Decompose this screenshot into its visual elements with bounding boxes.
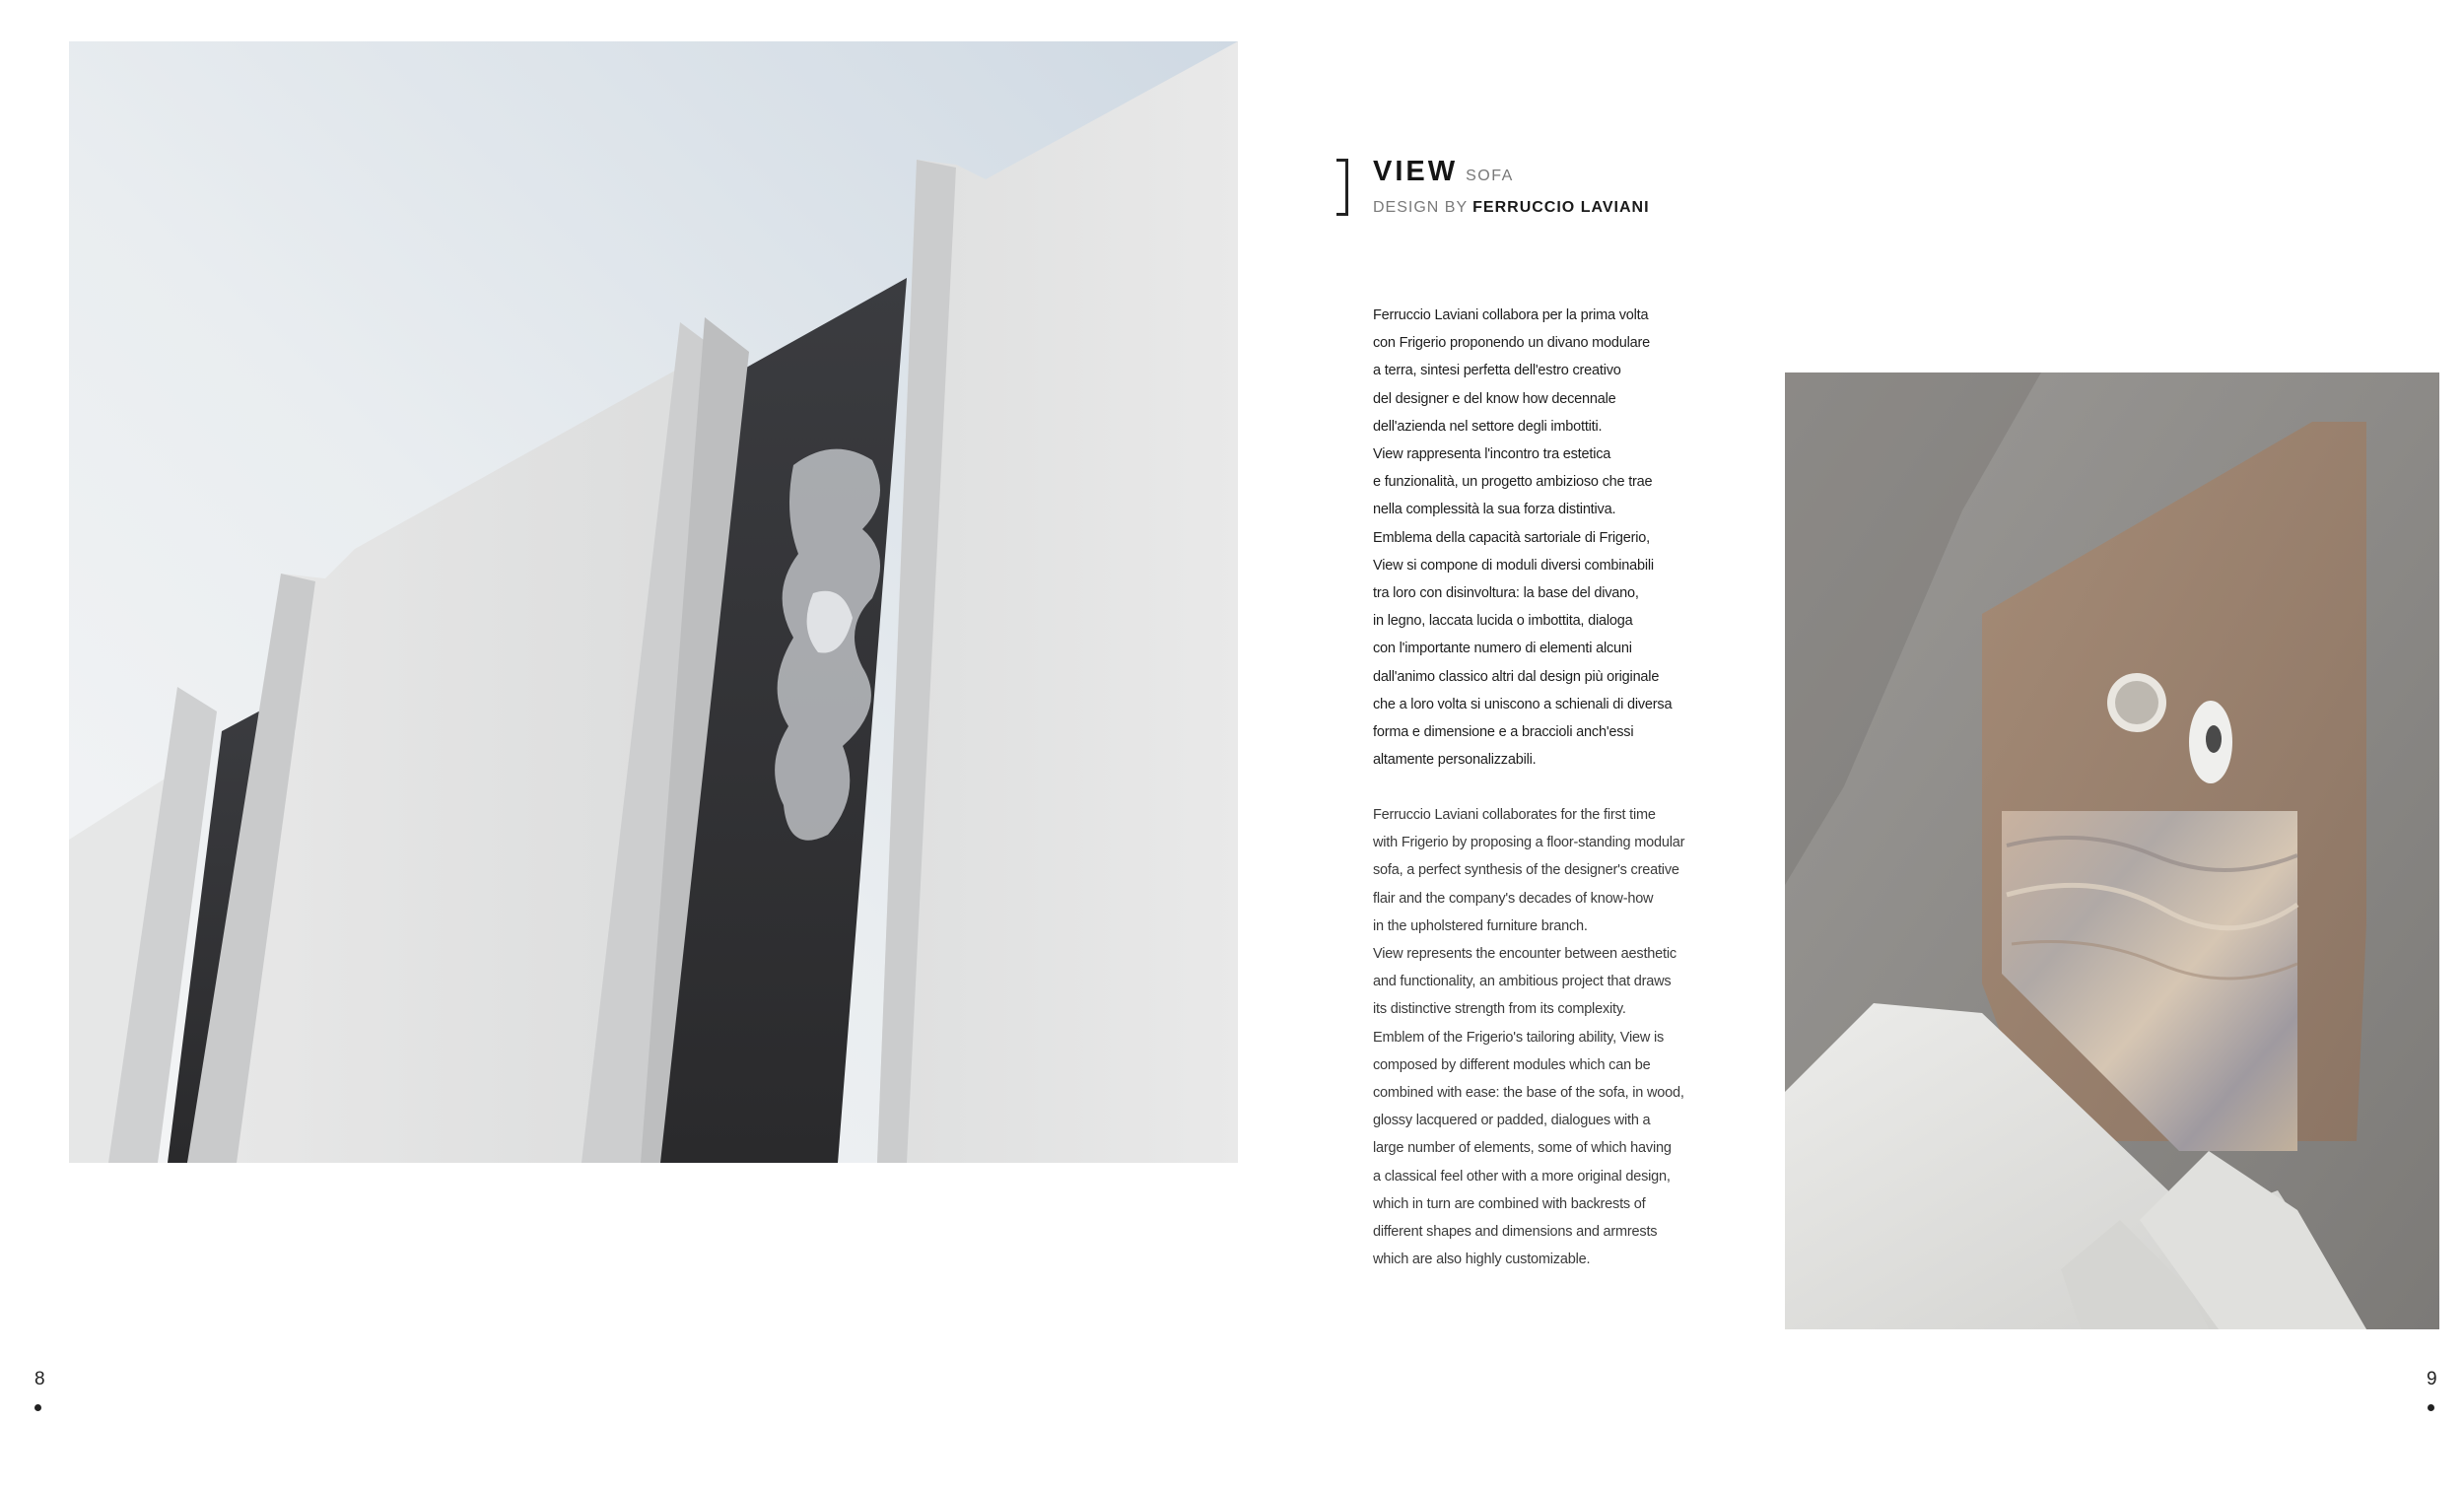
text-line: different shapes and dimensions and armrests <box>1373 1224 1658 1241</box>
text-line: large number of elements, some of which having <box>1373 1140 1672 1157</box>
architecture-photo <box>69 41 1238 1163</box>
text-line: che a loro volta si uniscono a schienali di diversa <box>1373 696 1673 712</box>
text-line: glossy lacquered or padded, dialogues with a <box>1373 1113 1651 1129</box>
designer-name: FERRUCCIO LAVIANI <box>1472 199 1650 216</box>
heading <box>1373 156 1514 188</box>
text-line: its distinctive strength from its complexity. <box>1373 1001 1626 1018</box>
page-dot-right <box>2428 1404 2434 1411</box>
text-line: flair and the company's decades of know-how <box>1373 890 1654 907</box>
text-line: Ferruccio Laviani collaborates for the first time <box>1373 807 1656 823</box>
text-line: con Frigerio proponendo un divano modulare <box>1373 335 1650 352</box>
text-line: Emblem of the Frigerio's tailoring ability, View is <box>1373 1029 1665 1046</box>
text-line: dall'animo classico altri dal design più originale <box>1373 668 1660 685</box>
text-line: e funzionalità, un progetto ambizioso che trae <box>1373 474 1653 491</box>
text-line: tra loro con disinvoltura: la base del divano, <box>1373 585 1639 602</box>
page-number-left: 8 <box>34 1369 45 1389</box>
text-line: con l'importante numero di elementi alcuni <box>1373 641 1632 657</box>
text-line: with Frigerio by proposing a floor-standing modular <box>1373 835 1685 851</box>
page-dot-left <box>34 1404 41 1411</box>
text-line: dell'azienda nel settore degli imbottiti. <box>1373 418 1603 435</box>
text-line: combined with ease: the base of the sofa, in wood, <box>1373 1085 1684 1102</box>
text-line: View represents the encounter between aesthetic <box>1373 946 1677 963</box>
text-line: del designer e del know how decennale <box>1373 390 1616 407</box>
text-line: and functionality, an ambitious project that draws <box>1373 974 1672 990</box>
text-line: composed by different modules which can be <box>1373 1056 1651 1073</box>
product-title: VIEW <box>1373 156 1459 187</box>
text-line: which are also highly customizable. <box>1373 1252 1591 1268</box>
design-by-label: DESIGN BY <box>1373 199 1469 216</box>
text-line: in legno, laccata lucida o imbottita, dialoga <box>1373 613 1633 630</box>
text-line: in the upholstered furniture branch. <box>1373 917 1588 934</box>
text-line: Emblema della capacità sartoriale di Frigerio, <box>1373 529 1650 546</box>
text-line: View si compone di moduli diversi combinabili <box>1373 557 1654 574</box>
text-line: sofa, a perfect synthesis of the designer's creative <box>1373 862 1679 879</box>
designer-credit <box>1373 199 1650 217</box>
product-subtitle: SOFA <box>1466 168 1514 184</box>
sofa-photo <box>1785 372 2439 1329</box>
heading-bracket <box>1336 159 1348 216</box>
text-line: which in turn are combined with backrests of <box>1373 1195 1646 1212</box>
text-line: a classical feel other with a more original design, <box>1373 1168 1671 1184</box>
paragraph-english <box>1373 801 1728 1273</box>
paragraph-italian <box>1373 302 1728 774</box>
text-line: a terra, sintesi perfetta dell'estro creativo <box>1373 363 1621 379</box>
text-line: Ferruccio Laviani collabora per la prima volta <box>1373 307 1649 323</box>
text-line: View rappresenta l'incontro tra estetica <box>1373 446 1611 463</box>
text-line: altamente personalizzabili. <box>1373 752 1537 769</box>
text-line: forma e dimensione e a braccioli anch'essi <box>1373 724 1634 741</box>
text-line: nella complessità la sua forza distintiva. <box>1373 502 1616 518</box>
page-number-right: 9 <box>2427 1369 2437 1389</box>
